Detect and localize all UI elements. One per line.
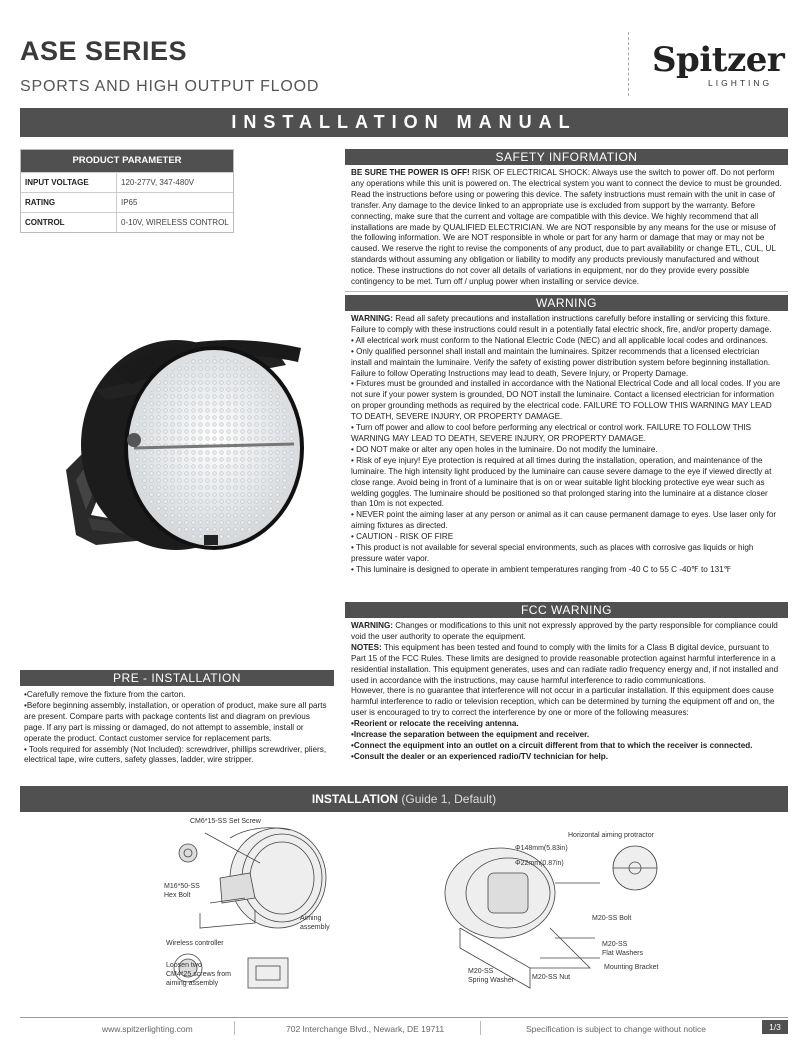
list-item: • All electrical work must conform to the National Electric Code (NEC) and all applicable local codes and ordinances. bbox=[351, 335, 768, 345]
series-subtitle: SPORTS AND HIGH OUTPUT FLOOD bbox=[20, 78, 320, 95]
param-key: CONTROL bbox=[21, 213, 117, 232]
safety-lead: BE SURE THE POWER IS OFF! bbox=[351, 168, 470, 177]
diagram-label: M20-SS Bolt bbox=[592, 915, 632, 922]
product-parameter-title: PRODUCT PARAMETER bbox=[21, 150, 233, 172]
list-item: •Increase the separation between the equipment and receiver. bbox=[351, 730, 590, 740]
diagram-label: aiming assembly bbox=[166, 980, 219, 987]
footer-divider bbox=[234, 1021, 235, 1035]
footer-website[interactable]: www.spitzerlighting.com bbox=[102, 1024, 193, 1034]
diagram-label: Aiming bbox=[300, 915, 322, 922]
diagram-label: CM4*25 screws from bbox=[166, 971, 231, 978]
list-item: • DO NOT make or alter any open holes in the luminaire. Do not modify the luminaire. bbox=[351, 444, 658, 454]
safety-body: RISK OF ELECTRICAL SHOCK: Always use the switch to power off. Do not perform any operations while this unit is powered on. The electrical system you want to connect the device to must be grounded. Read the instructions before using or powering this device. The safety instructions must remain with the unit in case of transfer. Any damage to the device linked to an appropriate use is excluded from support by the warranty. Before connecting, make sure that the current and voltage are compatible with this device. We highly recommend that all installations are made by QUALIFIED ELECTRICIAN. We are NOT responsible by any means for the use or misuse of the following information. We are NOT responsible in whole or part for any harm or damage that may or may not be caused. We reserve the right to revise the components of any product, due to part availability or change ETL, CUL, UL standards without assuming any obligation or liability to modify any products previously manufactured and without notice. These instructions do not cover all details of variations in equipment, nor do they provide every possible contingency to be met. Turn off / unplug power when installing or service device. bbox=[351, 168, 782, 287]
diagram-label: Mounting Bracket bbox=[604, 964, 659, 971]
logo-wordmark: Spitzer bbox=[652, 40, 785, 80]
list-item: • Fixtures must be grounded and installed in accordance with the National Electrical Code and all local codes. If you are not sure if your power system is grounded, DO NOT install the luminaire. Contact a licensed electrician for information on proper grounding methods as required by the electrical code. FAILURE TO FOLLOW THIS WARNING MAY LEAD TO DEATH, SEVERE INJURY, OR PROPERTY DAMAGE. bbox=[351, 379, 781, 422]
table-row bbox=[21, 212, 233, 232]
list-item: • Only qualified personnel shall install and maintain the luminaires. Spitzer recommends that a licensed electrician install and maintain the luminaire. Verify the safety of existing power distribution system before beginning installation. Failure to follow Operating Instructions may lead to death, Severe Injury, or Property Damage. bbox=[351, 346, 771, 378]
page-footer bbox=[20, 1017, 788, 1039]
list-item: •Before beginning assembly, installation, or operation of product, make sure all parts are present. Compare parts with package contents list and diagram on previous page. If any part is missing or damaged, do not attempt to assemble, install or operate the product. Contact customer service for replacement parts. bbox=[24, 700, 327, 743]
floodlight-product-image bbox=[36, 330, 336, 560]
param-value: 120-277V, 347-480V bbox=[121, 178, 195, 187]
diagram-label: M16*50-SS bbox=[164, 883, 200, 890]
fcc-section bbox=[345, 602, 788, 763]
safety-text bbox=[345, 165, 788, 291]
product-parameter-table bbox=[20, 149, 234, 233]
list-item: • This product is not available for several special environments, such as places with corrosive gas liquids or high pressure water vapor. bbox=[351, 543, 754, 563]
list-item: • Risk of eye injury! Eye protection is required at all times during the installation, operation, and maintenance of the luminaire. The high intensity light produced by the luminaire can cause severe damage to the eye if viewed directly at close range. Avoid being in front of a luminaire that is on or wear suitable light blocking protective eye wear such as welding goggles. The luminaire should be positioned so that prolonged staring into the luminaire at a distance closer than 10m is not expected. bbox=[351, 455, 772, 509]
series-title: ASE SERIES bbox=[20, 36, 188, 66]
warning-intro: Read all safety precautions and installation instructions carefully before installing or servicing this fixture. Failure to comply with these instructions could result in a potentially fatal electric shock, fire, and/or property damage. bbox=[351, 314, 772, 334]
table-row bbox=[21, 192, 233, 212]
diagram-label: Spring Washer bbox=[468, 977, 515, 984]
diagram-label: Φ148mm(5.83in) bbox=[515, 845, 568, 852]
param-key: RATING bbox=[21, 193, 117, 212]
fcc-however: However, there is no guarantee that interference will not occur in a particular installation. If this equipment does cause harmful interference to radio or television reception, which can be determined by turning the equipment off and on, the user is encouraged to try to correct the interference by one or more of the following measures: bbox=[351, 686, 775, 718]
list-item: • CAUTION - RISK OF FIRE bbox=[351, 532, 454, 542]
param-value: 0-10V, WIRELESS CONTROL bbox=[121, 218, 229, 227]
list-item: •Carefully remove the fixture from the carton. bbox=[24, 690, 186, 699]
footer-address: 702 Interchange Blvd., Newark, DE 19711 bbox=[286, 1024, 445, 1034]
fcc-title: FCC WARNING bbox=[345, 602, 788, 618]
diagram-label: assembly bbox=[300, 924, 330, 931]
warning-lead: WARNING: bbox=[351, 314, 393, 323]
list-item: • NEVER point the aiming laser at any person or animal as it can cause permanent damage to eyes. Use laser only for aiming fixtures as directed. bbox=[351, 510, 777, 531]
diagram-label: Wireless controller bbox=[166, 940, 224, 947]
list-item: •Connect the equipment into an outlet on a circuit different from that to which the receiver is connected. bbox=[351, 740, 753, 750]
warning-section bbox=[345, 295, 788, 576]
param-value: IP65 bbox=[121, 198, 138, 207]
list-item: • This luminaire is designed to operate in ambient temperatures ranging from -40 C to 55 C -40℉ to 131℉ bbox=[351, 564, 732, 574]
list-item: •Reorient or relocate the receiving antenna. bbox=[351, 719, 519, 729]
assembly-diagram-right bbox=[430, 828, 670, 1008]
diagram-label: Hex Bolt bbox=[164, 892, 191, 899]
diagram-label: Loosen two bbox=[166, 962, 202, 969]
safety-title: SAFETY INFORMATION bbox=[345, 149, 788, 165]
list-item: • Tools required for assembly (Not Included): screwdriver, phillips screwdriver, pliers, electrical tape, wire cutters, safety glasses, ladder, wire stripper. bbox=[24, 744, 327, 765]
diagram-label: CM6*15-SS Set Screw bbox=[190, 818, 261, 825]
diagram-label: Flat Washers bbox=[602, 950, 643, 957]
footer-notice: Specification is subject to change without notice bbox=[526, 1024, 707, 1034]
fcc-notes-lead: NOTES: bbox=[351, 642, 382, 652]
footer-divider bbox=[480, 1021, 481, 1035]
pre-installation-title: PRE - INSTALLATION bbox=[20, 670, 334, 686]
logo-subtext: LIGHTING bbox=[708, 78, 773, 88]
diagram-label: M20-SS bbox=[602, 941, 628, 948]
param-key: INPUT VOLTAGE bbox=[21, 173, 117, 192]
brand-logo bbox=[652, 40, 792, 92]
fcc-text bbox=[345, 618, 788, 763]
pre-installation-text bbox=[20, 686, 334, 766]
header-divider bbox=[628, 32, 629, 96]
fcc-warning-body: Changes or modifications to this unit not expressly approved by the party responsible for compliance could void the user authority to operate the equipment. bbox=[351, 621, 778, 641]
fcc-warning-lead: WARNING: bbox=[351, 621, 393, 630]
diagram-label: Φ22mm(0.87in) bbox=[515, 860, 564, 867]
safety-section bbox=[345, 149, 788, 292]
diagram-label: M20-SS bbox=[468, 968, 494, 975]
installation-title: INSTALLATION bbox=[311, 792, 399, 806]
pre-installation-section bbox=[20, 670, 334, 766]
table-row bbox=[21, 172, 233, 192]
warning-text bbox=[345, 311, 788, 576]
installation-banner bbox=[20, 786, 788, 812]
page-number: 1/3 bbox=[762, 1020, 788, 1034]
manual-banner: INSTALLATION MANUAL bbox=[20, 108, 788, 137]
installation-guide: (Guide 1, Default) bbox=[401, 792, 497, 806]
list-item: •Consult the dealer or an experienced radio/TV technician for help. bbox=[351, 751, 609, 761]
fcc-notes-body: This equipment has been tested and found to comply with the limits for a Class B digital device, pursuant to Part 15 of the FCC Rules. These limits are designed to provide reasonable protection against harmful interference in a residential installation. This equipment generates, uses and can radiate radio frequency energy and, if not installed and used in accordance with the instructions, may cause harmful interference to radio communications. bbox=[351, 642, 779, 685]
warning-title: WARNING bbox=[345, 295, 788, 311]
list-item: • Turn off power and allow to cool before performing any electrical or control work. FAILURE TO FOLLOW THIS WARNING MAY LEAD TO DEATH, SEVERE INJURY, OR PROPERTY DAMAGE. bbox=[351, 423, 752, 443]
diagram-label: M20-SS Nut bbox=[532, 974, 571, 981]
diagram-label: Horizontal aiming protractor bbox=[568, 832, 654, 839]
